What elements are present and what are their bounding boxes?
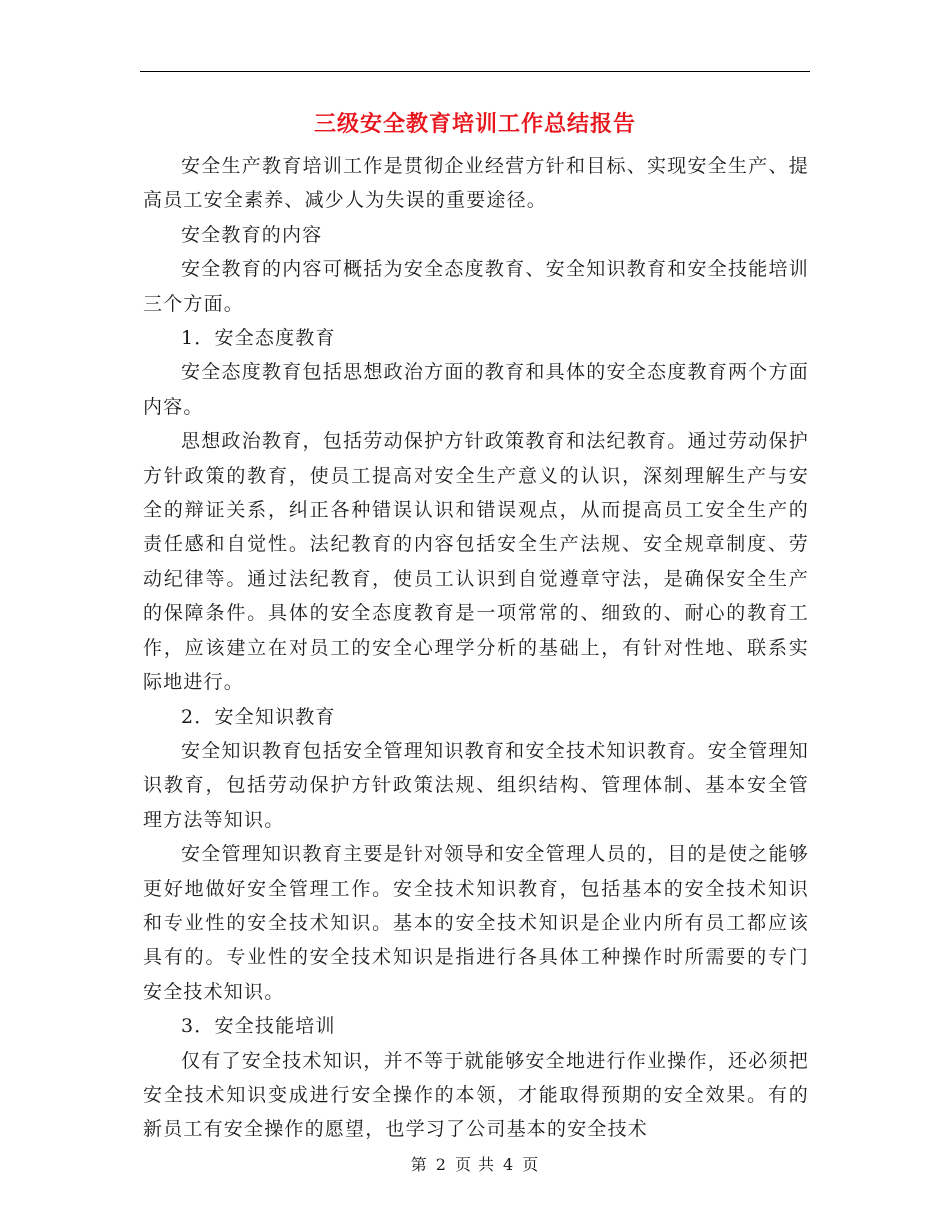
document-title: 三级安全教育培训工作总结报告 (313, 111, 636, 137)
paragraph-intro: 安全生产教育培训工作是贯彻企业经营方针和目标、实现安全生产、提高员工安全素养、减少人为失误的重要途径。 (143, 155, 809, 212)
paragraph-knowledge-overview: 安全知识教育包括安全管理知识教育和安全技术知识教育。安全管理知识教育，包括劳动保护方针政策法规、组织结构、管理体制、基本安全管理方法等知识。 (143, 739, 809, 831)
section-heading-knowledge: 2．安全知识教育 (181, 705, 336, 728)
paragraph-heading-content: 安全教育的内容 (181, 223, 323, 246)
header-divider (140, 71, 810, 72)
footer-page-number: 2 (435, 1155, 447, 1174)
paragraph-political-education: 思想政治教育，包括劳动保护方针政策教育和法纪教育。通过劳动保护方针政策的教育，使员工提高对安全生产意义的认识，深刻理解生产与安全的辩证关系，纠正各种错误认识和错误观点，从而提高员工安全生产的责任感和自觉性。法纪教育的内容包括安全生产法规、安全规章制度、劳动纪律等。通过法纪教育，使员工认识到自觉遵章守法，是确保安全生产的保障条件。具体的安全态度教育是一项常常的、细致的、耐心的教育工作，应该建立在对员工的安全心理学分析的基础上，有针对性地、联系实际地进行。 (143, 430, 809, 694)
section-heading-skills: 3．安全技能培训 (181, 1015, 336, 1038)
footer-total-pages: 4 (503, 1155, 515, 1174)
section-heading-attitude: 1．安全态度教育 (181, 327, 336, 350)
paragraph-attitude-overview: 安全态度教育包括思想政治方面的教育和具体的安全态度教育两个方面内容。 (143, 361, 809, 418)
footer-prefix: 第 (410, 1155, 428, 1174)
document-body (143, 149, 809, 1147)
footer-middle: 页 共 (454, 1155, 496, 1174)
paragraph-management-knowledge: 安全管理知识教育主要是针对领导和安全管理人员的，目的是使之能够更好地做好安全管理工作。安全技术知识教育，包括基本的安全技术知识和专业性的安全技术知识。基本的安全技术知识是企业内所有员工都应该具有的。专业性的安全技术知识是指进行各具体工种操作时所需要的专门安全技术知识。 (143, 843, 809, 1003)
paragraph-skills-training: 仅有了安全技术知识，并不等于就能够安全地进行作业操作，还必须把安全技术知识变成进行安全操作的本领，才能取得预期的安全效果。有的新员工有安全操作的愿望，也学习了公司基本的安全技术 (143, 1049, 809, 1141)
paragraph-content-overview: 安全教育的内容可概括为安全态度教育、安全知识教育和安全技能培训三个方面。 (143, 258, 809, 315)
footer-suffix: 页 (522, 1155, 540, 1174)
page-footer (0, 1152, 950, 1175)
